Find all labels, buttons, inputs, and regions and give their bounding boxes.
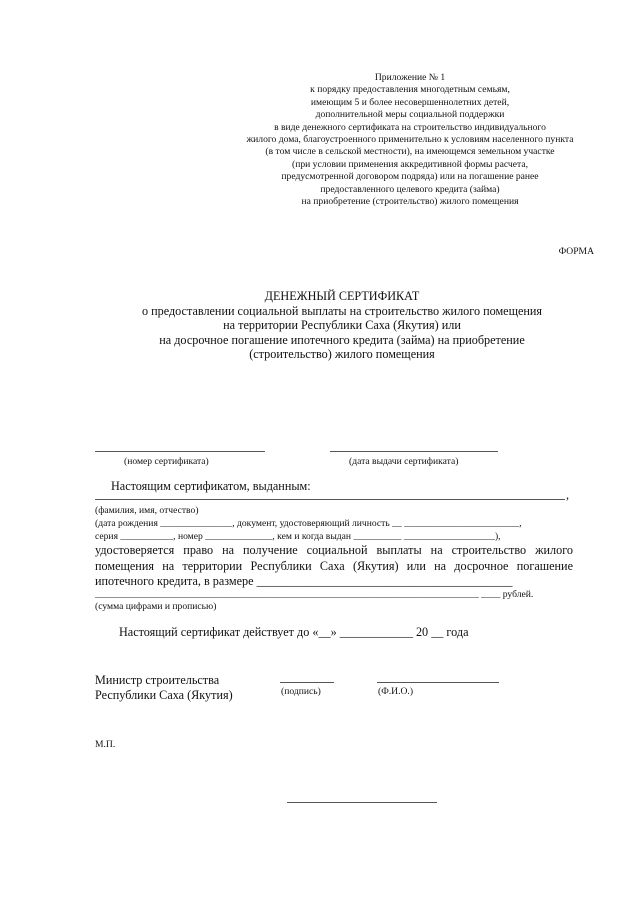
issued-to-text: Настоящим сертификатом, выданным: xyxy=(111,479,311,493)
signatory-position xyxy=(95,673,233,703)
appendix-line: дополнительной меры социальной поддержки xyxy=(315,109,505,121)
issue-date-field[interactable] xyxy=(330,451,498,452)
appendix-line: в виде денежного сертификата на строительство индивидуального xyxy=(274,121,546,133)
appendix-header xyxy=(190,72,630,208)
certifies-text: удостоверяется право на получение социальной выплаты на строительство жилого помещения на территории Республики Саха (Якутия) или на досрочное погашение ипотечного кредита, в размере __________________________________________ xyxy=(95,543,573,589)
signature-field[interactable] xyxy=(280,682,334,683)
appendix-line: (в том числе в сельской местности), на имеющемся земельном участке xyxy=(265,146,555,158)
valid-until-text: Настоящий сертификат действует до «__» ____________ 20 __ года xyxy=(119,625,469,639)
rubles-line: ________________________________________________________________________________ ____ рублей. xyxy=(95,589,534,600)
appendix-line: Приложение № 1 xyxy=(374,72,446,83)
appendix-line: (при условии применения аккредитивной формы расчета, xyxy=(292,158,528,170)
appendix-line: имеющим 5 и более несовершеннолетних детей, xyxy=(310,96,510,108)
signatory-position-line1: Министр строительства xyxy=(95,673,220,687)
document-title xyxy=(92,289,592,362)
signatory-position-line2: Республики Саха (Якутия) xyxy=(95,688,233,702)
bottom-line xyxy=(287,802,437,803)
title-line: ДЕНЕЖНЫЙ СЕРТИФИКАТ xyxy=(264,289,420,303)
series-number-line: серия ___________, номер ______________, кем и когда выдан __________ ___________________), xyxy=(95,531,501,542)
issued-to-comma: , xyxy=(566,488,570,502)
form-label: ФОРМА xyxy=(558,246,594,257)
amount-caption: (сумма цифрами и прописью) xyxy=(95,601,217,612)
signatory-name-field[interactable] xyxy=(377,682,499,683)
appendix-line: жилого дома, благоустроенного применительно к условиям населенного пункта xyxy=(246,134,574,146)
appendix-line: предоставленного целевого кредита (займа) xyxy=(320,183,500,195)
title-line: (строительство) жилого помещения xyxy=(249,347,435,362)
fio-caption: (фамилия, имя, отчество) xyxy=(95,505,199,516)
issue-date-caption: (дата выдачи сертификата) xyxy=(349,456,459,467)
name-caption: (Ф.И.О.) xyxy=(378,686,414,697)
appendix-line: предусмотренной договором подряда) или на погашение ранее xyxy=(281,171,539,183)
title-line: на территории Республики Саха (Якутия) или xyxy=(223,318,461,333)
appendix-line: на приобретение (строительство) жилого помещения xyxy=(301,196,519,208)
stamp-label: М.П. xyxy=(95,739,116,750)
certificate-number-field[interactable] xyxy=(95,451,265,452)
birth-document-line: (дата рождения _______________, документ, удостоверяющий личность __ ________________________, xyxy=(95,518,522,529)
signature-caption: (подпись) xyxy=(281,686,321,697)
certificate-number-caption: (номер сертификата) xyxy=(124,456,209,467)
title-line: о предоставлении социальной выплаты на строительство жилого помещения xyxy=(141,303,543,318)
fio-field[interactable] xyxy=(95,499,565,500)
appendix-line: к порядку предоставления многодетным семьям, xyxy=(310,84,510,96)
title-line: на досрочное погашение ипотечного кредита (займа) на приобретение xyxy=(159,332,525,347)
